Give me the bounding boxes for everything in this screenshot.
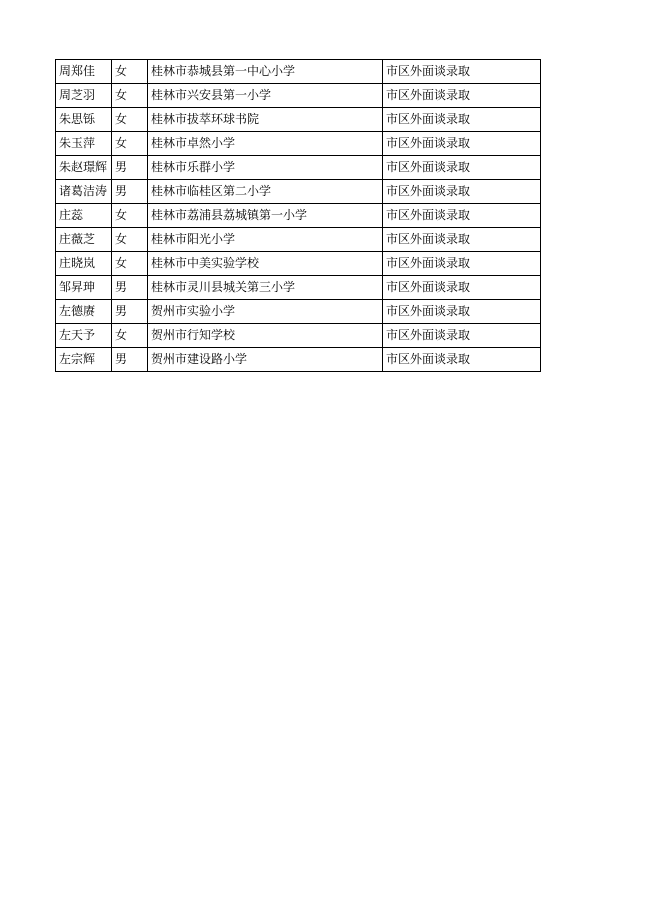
admission-table <box>55 59 541 372</box>
table-row <box>56 324 541 348</box>
gender-cell: 女 <box>112 324 148 348</box>
admission-result-cell: 市区外面谈录取 <box>383 276 541 300</box>
table-row <box>56 132 541 156</box>
admission-result-cell: 市区外面谈录取 <box>383 204 541 228</box>
table-row <box>56 300 541 324</box>
school-cell: 桂林市兴安县第一小学 <box>148 84 383 108</box>
gender-cell: 女 <box>112 252 148 276</box>
gender-cell: 男 <box>112 276 148 300</box>
school-cell: 桂林市灵川县城关第三小学 <box>148 276 383 300</box>
table-row <box>56 60 541 84</box>
table-row <box>56 84 541 108</box>
student-name-cell: 左德赓 <box>56 300 112 324</box>
admission-result-cell: 市区外面谈录取 <box>383 252 541 276</box>
student-name-cell: 朱玉萍 <box>56 132 112 156</box>
school-cell: 桂林市乐群小学 <box>148 156 383 180</box>
gender-cell: 女 <box>112 60 148 84</box>
admission-sheet <box>55 59 541 372</box>
gender-cell: 男 <box>112 156 148 180</box>
admission-table-body <box>56 60 541 372</box>
admission-result-cell: 市区外面谈录取 <box>383 300 541 324</box>
student-name-cell <box>56 156 112 180</box>
school-cell: 桂林市中美实验学校 <box>148 252 383 276</box>
admission-result-cell: 市区外面谈录取 <box>383 108 541 132</box>
student-name-cell: 朱思铄 <box>56 108 112 132</box>
table-row <box>56 156 541 180</box>
admission-result-cell: 市区外面谈录取 <box>383 180 541 204</box>
table-row <box>56 108 541 132</box>
school-cell: 贺州市行知学校 <box>148 324 383 348</box>
student-name-text: 朱赵璟辉 <box>59 159 108 174</box>
student-name-cell: 庄薇芝 <box>56 228 112 252</box>
admission-result-cell: 市区外面谈录取 <box>383 132 541 156</box>
table-row <box>56 252 541 276</box>
school-cell: 桂林市恭城县第一中心小学 <box>148 60 383 84</box>
school-cell: 桂林市荔浦县荔城镇第一小学 <box>148 204 383 228</box>
table-row <box>56 180 541 204</box>
table-row <box>56 276 541 300</box>
table-row <box>56 348 541 372</box>
gender-cell: 女 <box>112 132 148 156</box>
school-cell: 桂林市阳光小学 <box>148 228 383 252</box>
gender-cell: 男 <box>112 300 148 324</box>
school-cell: 桂林市卓然小学 <box>148 132 383 156</box>
student-name-cell: 左宗辉 <box>56 348 112 372</box>
student-name-cell: 周芝羽 <box>56 84 112 108</box>
school-cell: 桂林市临桂区第二小学 <box>148 180 383 204</box>
school-cell: 贺州市实验小学 <box>148 300 383 324</box>
admission-result-cell: 市区外面谈录取 <box>383 348 541 372</box>
student-name-text: 诸葛洁涛 <box>59 183 108 198</box>
admission-result-cell: 市区外面谈录取 <box>383 60 541 84</box>
student-name-cell: 庄蕊 <box>56 204 112 228</box>
gender-cell: 女 <box>112 204 148 228</box>
student-name-cell: 庄晓岚 <box>56 252 112 276</box>
student-name-cell: 周郑佳 <box>56 60 112 84</box>
table-row <box>56 228 541 252</box>
student-name-cell: 邹昇珅 <box>56 276 112 300</box>
student-name-cell: 左天予 <box>56 324 112 348</box>
gender-cell: 女 <box>112 84 148 108</box>
gender-cell: 女 <box>112 228 148 252</box>
school-cell: 贺州市建设路小学 <box>148 348 383 372</box>
table-row <box>56 204 541 228</box>
school-cell: 桂林市拔萃环球书院 <box>148 108 383 132</box>
admission-result-cell: 市区外面谈录取 <box>383 84 541 108</box>
student-name-cell <box>56 180 112 204</box>
gender-cell: 男 <box>112 348 148 372</box>
gender-cell: 女 <box>112 108 148 132</box>
gender-cell: 男 <box>112 180 148 204</box>
admission-result-cell: 市区外面谈录取 <box>383 228 541 252</box>
admission-result-cell: 市区外面谈录取 <box>383 324 541 348</box>
admission-result-cell: 市区外面谈录取 <box>383 156 541 180</box>
